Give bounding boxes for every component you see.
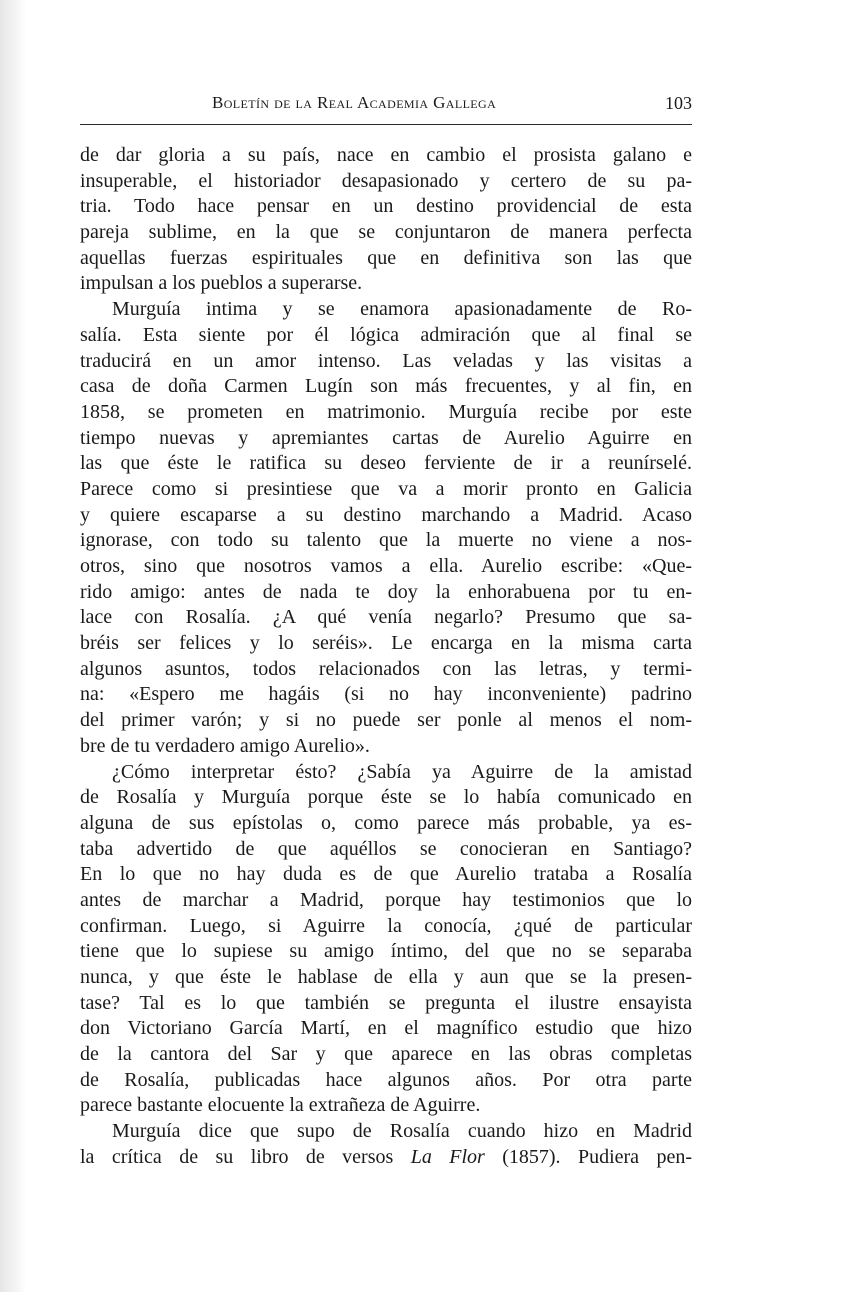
text-segment: la crítica de su libro de versos [80,1145,411,1168]
text-line: bre de tu verdadero amigo Aurelio». [80,734,370,757]
text-line: nunca, y que éste le hablase de ella y aun que se la presen- [80,966,692,988]
text-line-with-title [80,1145,692,1171]
text-line: confirman. Luego, si Aguirre la conocía, ¿qué de particular [80,914,692,937]
book-title: La Flor [410,1145,485,1168]
text-line: ¿Cómo interpretar ésto? ¿Sabía ya Aguirre de la amistad [112,760,692,783]
text-line: salía. Esta siente por él lógica admiración que al final se [80,323,692,346]
text-line: Parece como si presintiese que va a morir pronto en Galicia [80,477,692,500]
text-line: Murguía dice que supo de Rosalía cuando hizo en Madrid [112,1120,692,1143]
text-line: algunos asuntos, todos relacionados con las letras, y termi- [80,657,692,680]
body-text [80,143,692,1171]
text-line: tiempo nuevas y apremiantes cartas de Aurelio Aguirre en [80,426,692,449]
text-line: impulsan a los pueblos a superarse. [80,272,363,295]
text-line: tiene que lo supiese su amigo íntimo, del que no se separaba [80,940,692,963]
text-line: don Victoriano García Martí, en el magnífico estudio que hizo [80,1017,692,1040]
page-number: 103 [665,93,692,113]
text-line: bréis ser felices y lo seréis». Le encarga en la misma carta [80,632,692,655]
text-line: y quiere escaparse a su destino marchando a Madrid. Acaso [80,503,692,526]
text-line: tase? Tal es lo que también se pregunta el ilustre ensayista [80,991,692,1014]
text-line: casa de doña Carmen Lugín son más frecuentes, y al fin, en [80,375,692,398]
page-header [80,93,692,117]
text-line: de la cantora del Sar y que aparece en las obras completas [80,1043,692,1066]
text-line: aquellas fuerzas espirituales que en definitiva son las que [80,246,692,269]
text-line: pareja sublime, en la que se conjuntaron de manera perfecta [80,221,692,244]
text-line: alguna de sus epístolas o, como parece más probable, ya es- [80,811,692,834]
text-line: traducirá en un amor intenso. Las veladas y las visitas a [80,349,692,372]
running-head: Boletín de la Real Academia Gallega [212,93,497,112]
text-line: taba advertido de que aquéllos se conocieran en Santiago? [80,837,692,860]
text-line: de Rosalía y Murguía porque éste se lo había comunicado en [80,786,692,809]
text-line: parece bastante elocuente la extrañeza de Aguirre. [80,1094,481,1117]
text-segment: (1857). Pudiera pen- [484,1145,692,1168]
text-line: del primer varón; y si no puede ser ponle al menos el nom- [80,709,692,732]
text-line: de dar gloria a su país, nace en cambio el prosista galano e [80,144,692,166]
text-line: Murguía intima y se enamora apasionadamente de Ro- [112,298,692,321]
header-rule [80,124,692,125]
text-line: na: «Espero me hagáis (si no hay inconveniente) padrino [80,683,692,706]
text-line: En lo que no hay duda es de que Aurelio trataba a Rosalía [80,863,692,886]
text-line: antes de marchar a Madrid, porque hay testimonios que lo [80,888,692,911]
text-line: 1858, se prometen en matrimonio. Murguía recibe por este [80,400,692,423]
text-line: ignorase, con todo su talento que la muerte no viene a nos- [80,529,692,552]
text-line: las que éste le ratifica su deseo ferviente de ir a reunírselé. [80,452,692,475]
text-line: lace con Rosalía. ¿A qué venía negarlo? Presumo que sa- [80,606,692,629]
text-line: tria. Todo hace pensar en un destino providencial de esta [80,195,692,218]
scan-edge-shadow [0,0,26,1292]
text-line: rido amigo: antes de nada te doy la enhorabuena por tu en- [80,580,692,603]
text-line: de Rosalía, publicadas hace algunos años. Por otra parte [80,1068,692,1091]
text-line: insuperable, el historiador desapasionado y certero de su pa- [80,169,692,192]
text-line: otros, sino que nosotros vamos a ella. Aurelio escribe: «Que- [80,555,692,577]
